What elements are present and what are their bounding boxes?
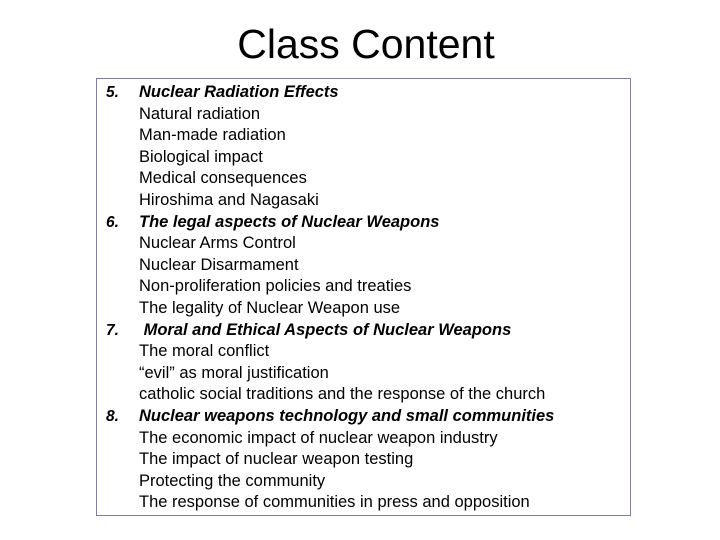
section-number: 7. [106,321,119,339]
list-item: Nuclear Arms Control [139,234,296,253]
section-number: 8. [106,408,119,425]
list-item: catholic social traditions and the response of the church [139,385,546,404]
section-number: 5. [106,84,119,101]
list-item: Medical consequences [139,169,307,188]
list-item: Hiroshima and Nagasaki [139,190,319,209]
section-heading: Nuclear weapons technology and small communities [139,407,555,425]
section-heading: The legal aspects of Nuclear Weapons [139,212,440,231]
list-item: Nuclear Disarmament [139,255,299,274]
section-items [139,428,530,514]
section-items [139,341,545,406]
section-heading: Moral and Ethical Aspects of Nuclear Weapons [139,320,512,339]
list-item: The legality of Nuclear Weapon use [139,298,401,317]
list-item: Non-proliferation policies and treaties [139,277,412,296]
content-box [96,78,631,516]
slide-title: Class Content [237,21,495,67]
list-item: Man-made radiation [139,126,286,145]
section-items [139,104,319,212]
list-item: The moral conflict [139,342,270,361]
list-item: Protecting the community [139,471,326,490]
section-heading: Nuclear Radiation Effects [139,83,339,101]
list-item: The response of communities in press and opposition [139,493,530,512]
list-item: “evil” as moral justification [139,363,329,382]
list-item: The economic impact of nuclear weapon industry [139,428,498,447]
list-item: Natural radiation [139,104,261,123]
section-items [139,233,411,319]
list-item: Biological impact [139,147,263,166]
list-item: The impact of nuclear weapon testing [139,450,414,469]
section-number: 6. [106,213,119,231]
